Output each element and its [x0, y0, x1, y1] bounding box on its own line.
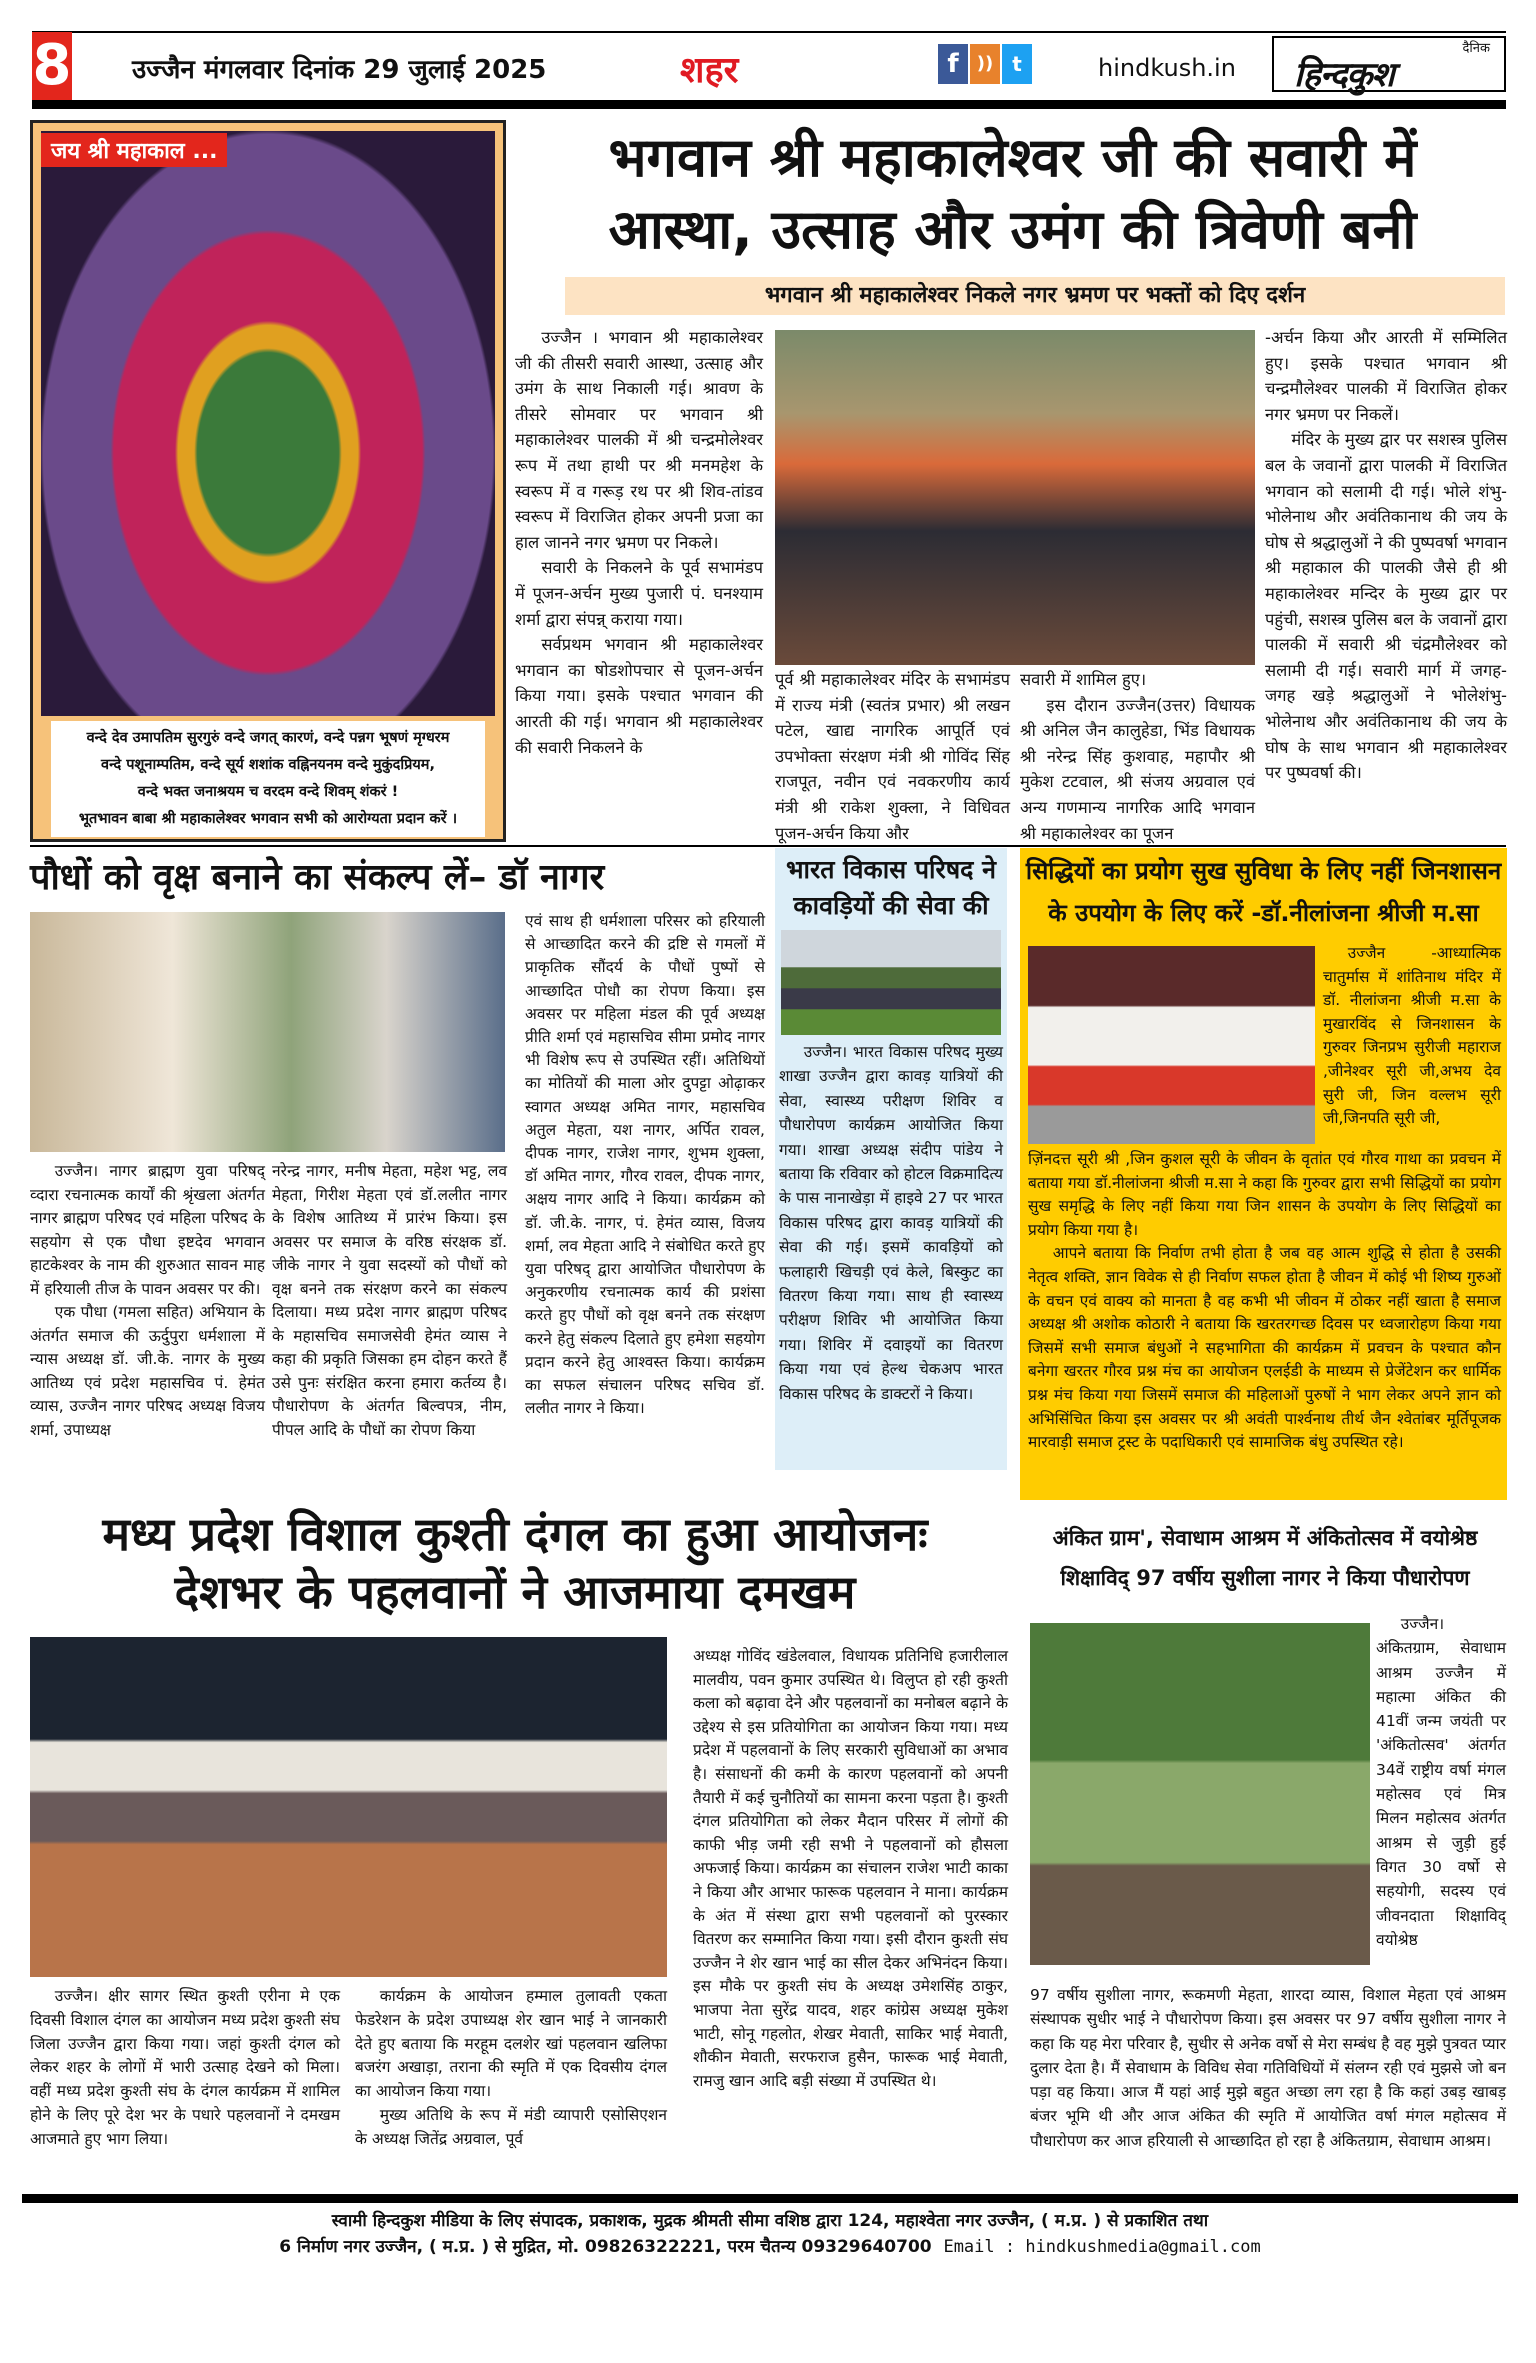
logo-tagline: दैनिक [1462, 41, 1490, 56]
lead-column-4 [1265, 325, 1507, 786]
plants-column-2 [272, 1160, 507, 1442]
paragraph: कार्यक्रम के आयोजन हम्माल तुलावती एकता फेडरेशन के प्रदेश उपाध्यक्ष शेर खान भाई ने जानकारी देते हुए बताया कि मरहूम दलशेर खां पहलवान खलिफा बजरंग अखाड़ा, तराना की स्मृति में एक दिवसीय दंगल का आयोजन किया गया। [355, 1987, 667, 2101]
mahakal-photo [41, 131, 495, 716]
twitter-icon[interactable]: t [1002, 44, 1032, 84]
plants-headline: पौधों को वृक्ष बनाने का संकल्प लें– डॉ नागर [30, 857, 605, 898]
wrestling-photo [30, 1637, 667, 1977]
paragraph: उज्जैन। नागर ब्राह्मण युवा परिषद् व्दारा रचनात्मक कार्यों की श्रृंखला अंतर्गत नागर ब्राह्मण परिषद एवं महिला परिषद के सहयोग से एक पौधा इष्टदेव भगवान हाटकेश्वर के नाम की शुरुआत सावन माह में हरियाली तीज के पावन अवसर पर की। [30, 1162, 265, 1298]
paragraph: सर्वप्रथम भगवान श्री महाकालेश्वर भगवान का षोडशोपचार से पूजन-अर्चन किया गया। इसके पश्चात भगवान की आरती की गई। भगवान श्री महाकालेश्वर की सवारी निकलने के [515, 635, 763, 757]
paragraph: सवारी के निकलने के पूर्व सभामंडप में पूजन-अर्चन मुख्य पुजारी पं. घनश्याम शर्मा द्वारा संपन्न् कराया गया। [515, 558, 763, 629]
jain-box [1020, 848, 1507, 1500]
divider [30, 845, 1506, 847]
palki-procession-photo [775, 330, 1255, 665]
logo-name: हिन्दकुश [1294, 55, 1394, 95]
jain-body [1028, 1148, 1501, 1455]
paragraph: मुख्य अतिथि के रूप में मंडी व्यापारी एसोसिएशन के अध्यक्ष जितेंद्र अग्रवाल, पूर्व [355, 2105, 667, 2148]
imprint-line: 6 निर्माण नगर उज्जैन, ( म.प्र. ) से मुद्रित, मो. 09826322221, परम चैतन्य 09329640700 [279, 2237, 932, 2257]
paragraph: उज्जैन। अंकितग्राम, सेवाधाम आश्रम उज्जैन में महात्मा अंकित की 41वीं जन्म जयंती पर 'अंकितोत्सव' अंतर्गत 34वें राष्ट्रीय वर्षा मंगल महोत्सव एवं मित्र मिलन महोत्सव अंतर्गत आश्रम से जुड़ी हुई विगत 30 वर्षो से सहयोगी, सदस्य एवं जीवनदाता शिक्षाविद् वयोश्रेष्ठ [1376, 1615, 1506, 1949]
bvp-box [775, 848, 1007, 1470]
wrestling-column-2 [355, 1985, 667, 2152]
facebook-icon[interactable]: f [938, 44, 968, 84]
headline-line: भारत विकास परिषद ने [785, 855, 997, 884]
headline-line: अंकित ग्राम', सेवाधाम आश्रम में अंकितोत्सव में वयोश्रेष्ठ [1052, 1526, 1478, 1550]
headline-line: के उपयोग के लिए करें -डॉ.नीलांजना श्रीजी म.सा [1048, 899, 1479, 927]
lead-column-1 [515, 325, 763, 760]
paragraph: आपने बताया कि निर्वाण तभी होता है जब वह आत्म शुद्धि से होता है उसकी नेतृत्व शक्ति, ज्ञान विवेक से ही निर्वाण सफल होता है जीवन में कोई भी शिष्य गुरुओं के वचन एवं वाक्य को मानता है वह कभी भी जीवन में ठोकर नहीं खाता है समाज अध्यक्ष श्री अशोक कोठारी ने बताया कि खरतरगच्छ दिवस पर ध्वजारोहण किया गया जिसमें सभी समाज बंधुओं ने सहभागिता की कार्यक्रम में प्रवचन के पश्चात कौन बनेगा खरतर गौरव प्रश्न मंच का आयोजन एलईडी के माध्यम से प्रेजेंटेशन कर धार्मिक प्रश्न मंच किया गया जिसमें समाज की महिलाओं पुरुषों ने भाग लेकर अपने ज्ञान को अभिसिंचित किया इस अवसर पर श्री अवंती पार्श्वनाथ तीर्थ जैन श्वेतांबर मूर्तिपूजक मारवाड़ी समाज ट्रस्ट के पदाधिकारी एवं सामाजिक बंधु उपस्थित रहे। [1028, 1244, 1501, 1452]
mahakal-box [30, 120, 506, 842]
footer-divider [22, 2194, 1518, 2203]
header-divider [32, 100, 1506, 109]
paragraph: एक पौधा (गमला सहित) अभियान के अंतर्गत समाज की ऊर्दुपुरा धर्मशाला में न्यास अध्यक्ष डॉ. जी.के. नागर के मुख्य आतिथ्य एवं प्रदेश महासचिव पं. हेमंत व्यास, उज्जैन नागर परिषद अध्यक्ष विजय शर्मा, उपाध्यक्ष [30, 1303, 265, 1439]
plantation-group-photo [30, 912, 505, 1152]
page-number: 8 [32, 33, 72, 98]
headline-line: सिद्धियों का प्रयोग सुख सुविधा के लिए नहीं जिनशासन [1025, 857, 1502, 885]
caption-line: भूतभावन बाबा श्री महाकालेश्वर भगवान सभी को आरोग्यता प्रदान करें । [78, 811, 458, 827]
photo-label: जय श्री महाकाल ... [41, 133, 227, 167]
headline-line: आस्था, उत्साह और उमंग की त्रिवेणी बनी [608, 198, 1417, 261]
paragraph: मंदिर के मुख्य द्वार पर सशस्त्र पुलिस बल के जवानों द्वारा पालकी में विराजित भगवान को सलामी दी गई। भोले शंभु-भोलेनाथ और अवंतिकानाथ की जय के घोष से श्रद्धालुओं ने की पुष्पवर्षा भगवान श्री महाकाल की पालकी जैसे ही श्री महाकालेश्वर मन्दिर के मुख्य द्वार पर पहुंची, सशस्त्र पुलिस बल के जवानों द्वारा पालकी में सवारी श्री चंद्रमौलेश्वर को सलामी दी गई। सवारी मार्ग में जगह-जगह खड़े श्रद्धालुओं ने भोलेशंभु-भोलेनाथ और अवंतिकानाथ की जय के घोष के साथ भगवान श्री महाकालेश्वर पर पुष्पवर्षा की। [1265, 430, 1507, 783]
paragraph: अध्यक्ष गोविंद खंडेलवाल, विधायक प्रतिनिधि हजारीलाल मालवीय, पवन कुमार उपस्थित थे। विलुप्त हो रही कुश्ती कला को बढ़ावा देने और पहलवानों का मनोबल बढ़ाने के उद्देश्य से इस प्रतियोगिता का आयोजन किया गया। मध्य प्रदेश में पहलवानों के लिए सरकारी सुविधाओं का अभाव है। संसाधनों की कमी के कारण पहलवानों को अपनी तैयारी में कई चुनौतियों का सामना करना पड़ता है। कुश्ती दंगल प्रतियोगिता को लेकर मैदान परिसर में लोगों की काफी भीड़ जमी रही सभी ने पहलवानों को हौसला अफजाई किया। कार्यक्रम का संचालन राजेश भाटी काका ने किया और आभार फारूक पहलवान ने माना। कार्यक्रम के अंत में संस्था द्वारा सभी पहलवानों को पुरस्कार वितरण कर सम्मानित किया गया। इसी दौरान कुश्ती संघ उज्जैन ने शेर खान भाई का सील देकर अभिनंदन किया। इस मौके पर कुश्ती संघ के अध्यक्ष उमेशसिंह ठाकुर, भाजपा नेता सुरेंद्र यादव, शहर कांग्रेस अध्यक्ष मुकेश भाटी, सोनू गहलोत, शेखर मेवाती, साकिर भाई मेवाती, शौकीन मेवाती, सरफराज हुसैन, फारूक भाई मेवाती, रामजु खान आदि बड़ी संख्या में उपस्थित थे। [693, 1647, 1008, 2090]
lead-column-3 [1020, 667, 1255, 846]
paragraph: इस दौरान उज्जैन(उत्तर) विधायक श्री अनिल जैन कालुहेडा, भिंड विधायक श्री नरेन्द्र सिंह कुशवाह, महापौर श्री मुकेश टटवाल, श्री संजय अग्रवाल एवं अन्य गणमान्य नागरिक आदि भगवान श्री महाकालेश्वर का पूजन [1020, 695, 1255, 843]
plants-column-1 [30, 1160, 265, 1442]
paragraph: उज्जैन। क्षीर सागर स्थित कुश्ती एरीना मे एक दिवसी विशाल दंगल का आयोजन मध्य प्रदेश कुश्ती संघ जिला उज्जैन द्वारा किया गया। जहां कुश्ती दंगल को लेकर शहर के लोगों में भारी उत्साह देखने को मिला। वहीं मध्य प्रदेश कुश्ती संघ के दंगल कार्यक्रम में शामिल होने के लिए पूरे देश भर के पधारे पहलवानों ने दमखम आजमाते हुए भाग लिया। [30, 1987, 340, 2148]
jain-side-text [1323, 942, 1501, 1131]
paragraph: सवारी में शामिल हुए। [1020, 670, 1147, 689]
email-link[interactable]: Email : hindkushmedia@gmail.com [943, 2237, 1261, 2257]
lead-headline [515, 122, 1510, 266]
caption-line: वन्दे भक्त जनाश्रयम च वरदम वन्दे शिवम् शंकरं ! [137, 784, 399, 800]
ankit-side-text [1376, 1612, 1506, 1952]
bvp-group-photo [781, 930, 1001, 1035]
paragraph: 97 वर्षीय सुशीला नागर, रूकमणी मेहता, शारदा व्यास, विशाल मेहता एवं आश्रम संस्थापक सुधीर भाई ने पौधारोपण किया। इस अवसर पर 97 वर्षीय सुशीला नागर ने कहा कि यह मेरा परिवार है, सुधीर से अनेक वर्षो से मेरा सम्बंध है वह मुझे पुत्रवत प्यार दुलार देता है। मैं सेवाधाम के विविध सेवा गतिविधियों में संलग्न रही एवं मुझसे जो बन पड़ा वह किया। आज मैं यहां आई मुझे बहुत अच्छा लग रहा है कि कहां उबड़ खाबड़ बंजर भूमि थी और आज अंकित की स्मृति में आयोजित वर्षा मंगल महोत्सव में पौधारोपण कर आज हरियाली से आच्छादित हो रहा है अंकितग्राम, सेवाधाम आश्रम। [1030, 1986, 1506, 2150]
plants-column-3 [525, 910, 765, 1420]
section-title: शहर [680, 50, 739, 91]
jain-gathering-photo [1028, 946, 1315, 1144]
plantation-ashram-photo [1030, 1623, 1370, 1965]
headline-line: भगवान श्री महाकालेश्वर जी की सवारी में [608, 126, 1417, 189]
bvp-body [779, 1040, 1003, 1406]
jain-headline [1020, 850, 1507, 934]
headline-line: देशभर के पहलवानों ने आजमाया दमखम [174, 1565, 856, 1619]
wrestling-column-1 [30, 1985, 340, 2152]
paragraph: -अर्चन किया और आरती में सम्मिलित हुए। इसके पश्चात भगवान श्री चन्द्रमौलेश्वर पालकी में विराजित होकर नगर भ्रमण पर निकलें। [1265, 328, 1507, 424]
lead-subheading: भगवान श्री महाकालेश्वर निकले नगर भ्रमण पर भक्तों को दिए दर्शन [565, 277, 1505, 315]
caption-line: वन्दे पशूनाम्पतिम, वन्दे सूर्य शशांक वह्निनयनम वन्दे मुकुंदप्रियम, [101, 757, 435, 773]
headline-line: कावड़ियों की सेवा की [793, 891, 989, 920]
headline-line: मध्य प्रदेश विशाल कुश्ती दंगल का हुआ आयोजनः [102, 1507, 928, 1561]
dateline: उज्जैन मंगलवार दिनांक 29 जुलाई 2025 [132, 55, 547, 85]
paragraph: उज्जैन । भगवान श्री महाकालेश्वर जी की तीसरी सवारी आस्था, उत्साह और उमंग के साथ निकाली गई। श्रावण के तीसरे सोमवार पर भगवान श्री महाकालेश्वर पालकी में श्री चन्द्रमोलेश्वर रूप में तथा हाथी पर श्री मनमहेश के स्वरूप में व गरूड़ रथ पर श्री शिव-तांडव स्वरूप में विराजित होकर अपनी प्रजा का हाल जानने नगर भ्रमण पर निकले। [515, 328, 763, 552]
paragraph: उज्जैन। भारत विकास परिषद मुख्य शाखा उज्जैन द्वारा कावड़ यात्रियों की सेवा, स्वास्थ्य परीक्षण शिविर व पौधारोपण कार्यक्रम आयोजित किया गया। शाखा अध्यक्ष संदीप पांडेय ने बताया कि रविवार को होटल विक्रमादित्य के पास नानाखेड़ा में हाइवे 27 पर भारत विकास परिषद द्वारा कावड़ यात्रियों की सेवा की गई। इसमें कावड़ियों को फलाहारी खिचड़ी एवं केले, बिस्कुट का वितरण किया गया। साथ ही स्वास्थ्य परीक्षण शिविर भी आयोजित किया गया। शिविर में दवाइयों का वितरण किया गया एवं हेल्थ चेकअप भारत विकास परिषद के डाक्टरों ने किया। [779, 1043, 1003, 1403]
imprint [22, 2208, 1518, 2260]
wrestling-column-3 [693, 1645, 1008, 2093]
ankit-body [1030, 1983, 1506, 2153]
wrestling-headline [25, 1505, 1005, 1621]
imprint-line: स्वामी हिन्दकुश मीडिया के लिए संपादक, प्रकाशक, मुद्रक श्रीमती सीमा वशिष्ठ द्वारा 124, महाश्वेता नगर उज्जैन, ( म.प्र. ) से प्रकाशित तथा [331, 2211, 1209, 2231]
paragraph: उज्जैन -आध्यात्मिक चातुर्मास में शांतिनाथ मंदिर में डॉ. नीलांजना श्रीजी म.सा के मुखारविंद से जिनशासन के गुरुवर जिनप्रभ सुरीजी महाराज ,जीनेश्वर सूरी जी,अभय देव सुरी जी, जिन वल्लभ सूरी जी,जिनपति सूरी जी, [1323, 944, 1501, 1128]
lead-column-2 [775, 667, 1010, 846]
bvp-headline [775, 852, 1007, 924]
website-link[interactable]: hindkush.in [1098, 54, 1236, 82]
newspaper-logo [1272, 36, 1506, 95]
mahakal-caption [51, 721, 485, 837]
paragraph: ज़िंनदत्त सूरी श्री ,जिन कुशल सूरी के जीवन के वृतांत एवं गौरव गाथा का प्रवचन में बताया गया डॉ.नीलांजना श्रीजी म.सा ने कहा कि गुरुवर द्वारा सभी सिद्धियों का प्रयोग सुख समृद्धि के लिए नहीं किया गया जिन शासन के उपयोग के लिए सिद्धियों का प्रयोग किया गया है। [1028, 1150, 1501, 1239]
rss-icon[interactable]: )) [970, 44, 1000, 84]
ankit-headline [1020, 1518, 1510, 1598]
caption-line: वन्दे देव उमापतिम सुरगुरुं वन्दे जगत् कारणं, वन्दे पन्नग भूषणं मृग्धरम [86, 730, 450, 746]
paragraph: नरेन्द्र नागर, मनीष मेहता, महेश भट्ट, लव मेहता, गिरीश मेहता एवं डॉ.ललीत नागर के विशेष आतिथ्य में प्रारंभ किया। इस अवसर पर समाज के वरिष्ठ संरक्षक डॉ. जीके नागर ने युवा सदस्यों को पौधों को वृक्ष बनने तक संरक्षण करने का संकल्प दिलाया। मध्य प्रदेश नागर ब्राह्मण परिषद के महासचिव समाजसेवी हेमंत व्यास ने कहा की प्रकृति जिसका हम दोहन करते हैं उसे पुनः संरक्षित करना हमारा कर्तव्य है। पौधारोपण के अंतर्गत बिल्वपत्र, नीम, पीपल आदि के पौधों का रोपण किया [272, 1162, 507, 1439]
paragraph: पूर्व श्री महाकालेश्वर मंदिर के सभामंडप में राज्य मंत्री (स्वतंत्र प्रभार) श्री लखन पटेल, खाद्य नागरिक आपूर्ति एवं उपभोक्ता संरक्षण मंत्री श्री गोविंद सिंह राजपूत, नवीन एवं नवकरणीय कार्य मंत्री श्री राकेश शुक्ला, ने विधिवत पूजन-अर्चन किया और [775, 670, 1010, 843]
headline-line: शिक्षाविद् 97 वर्षीय सुशीला नागर ने किया पौधारोपण [1060, 1566, 1470, 1590]
paragraph: एवं साथ ही धर्मशाला परिसर को हरियाली से आच्छादित करने की द्रष्टि से गमलों में प्राकृतिक सौंदर्य के पौधों पुष्पों से आच्छादित पोधौ का रोपण किया। इस अवसर पर महिला मंडल की पूर्व अध्यक्ष प्रीति शर्मा एवं महासचिव सीमा प्रमोद नागर भी विशेष रूप से उपस्थित रहीं। अतिथियों का मोतियों की माला ओर दुपट्टा ओढ़ाकर स्वागत अध्यक्ष अमित नागर, महासचिव अतुल मेहता, यश नागर, अर्पित रावल, दीपक नागर, राजेश नागर, शुभम शुक्ला, डॉ अमित नागर, गौरव रावल, दीपक नागर, अक्षय नागर आदि ने किया। कार्यक्रम को डॉ. जी.के. नागर, पं. हेमंत व्यास, विजय शर्मा, लव मेहता आदि ने संबोधित करते हुए युवा परिषद् द्वारा आयोजित पौधारोपण के अनुकरणीय रचनात्मक कार्य की प्रशंसा करते हुए पौधों को वृक्ष बनने तक संरक्षण करने हेतु संकल्प दिलाते हुए हमेशा सहयोग प्रदान करने हेतु आश्वस्त किया। कार्यक्रम का सफल संचालन परिषद सचिव डॉ. ललीत नागर ने किया। [525, 912, 765, 1418]
